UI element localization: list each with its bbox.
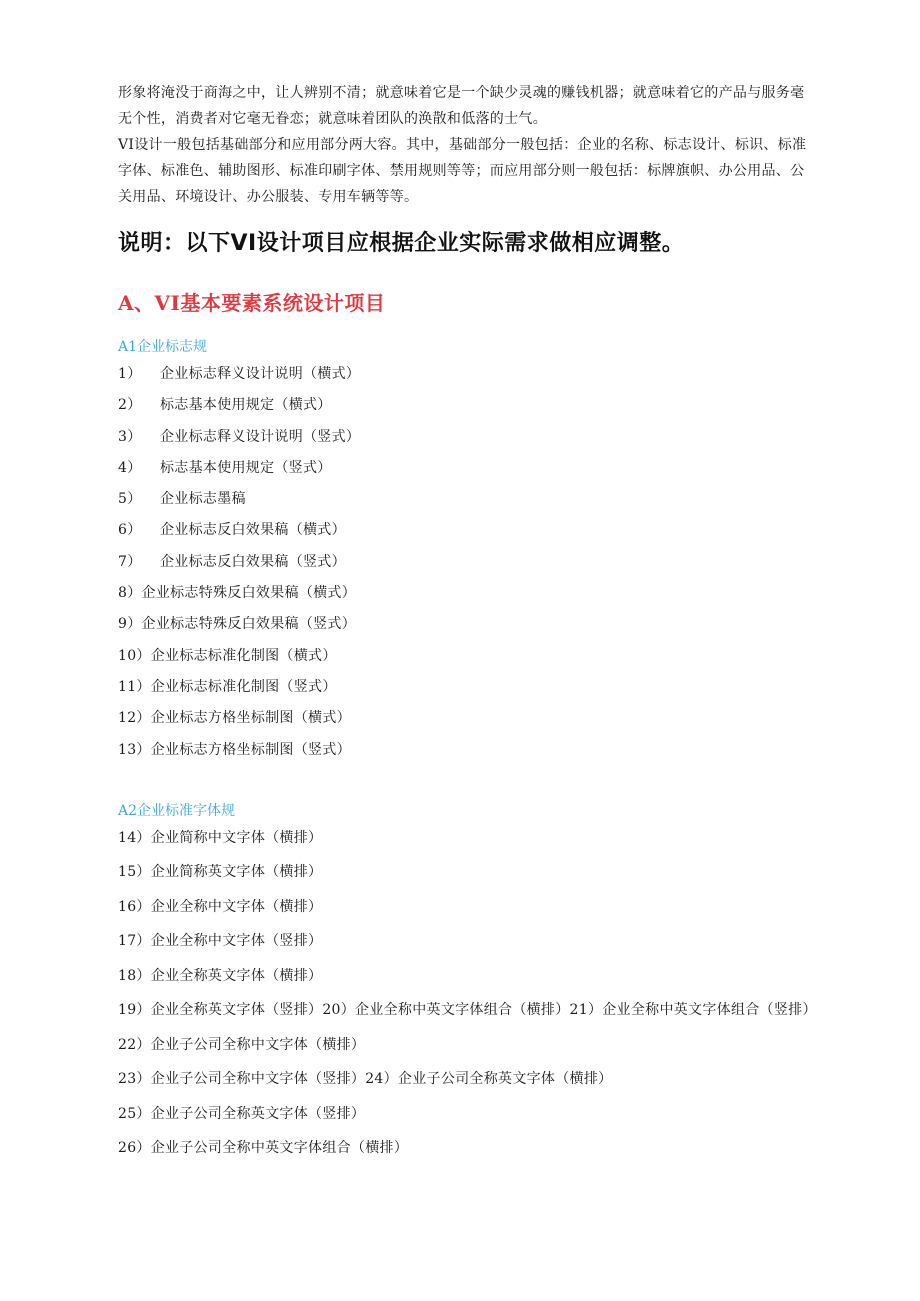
item-number: 13） bbox=[118, 741, 151, 758]
list-item bbox=[118, 427, 818, 447]
intro-paragraph-1: 形象将淹没于商海之中，让人辨别不清；就意味着它是一个缺少灵魂的赚钱机器；就意味着它的产品与服务毫无个性，消费者对它毫无眷恋；就意味着团队的涣散和低落的士气。 bbox=[118, 85, 805, 127]
item-number: 8） bbox=[118, 585, 142, 602]
item-text: 企业标志标准化制图（横式） bbox=[150, 647, 337, 664]
list-item bbox=[118, 395, 818, 415]
item-text: 企业标志特殊反白效果稿（横式） bbox=[141, 585, 357, 602]
list-item bbox=[118, 708, 818, 728]
item-text: 企业标志反白效果稿（横式） bbox=[160, 522, 346, 539]
item-number: 4） bbox=[118, 459, 142, 476]
list-item bbox=[118, 458, 818, 478]
item-number: 5） bbox=[118, 491, 142, 508]
item-number: 12） bbox=[118, 710, 151, 727]
item-text: 企业标志释义设计说明（竖式） bbox=[160, 428, 361, 445]
list-item bbox=[118, 677, 818, 697]
list-item bbox=[118, 520, 818, 540]
list-item: 18）企业全称英文字体（横排） bbox=[118, 967, 323, 984]
list-item: 15）企业简称英文字体（横排） bbox=[118, 864, 323, 881]
list-item: 25）企业子公司全称英文字体（竖排） bbox=[118, 1105, 366, 1122]
list-item bbox=[118, 614, 818, 634]
item-number: 9） bbox=[118, 616, 142, 633]
a2-subtitle: A2企业标准字体规 bbox=[118, 802, 236, 819]
item-text: 企业标志特殊反白效果稿（竖式） bbox=[141, 616, 357, 633]
item-text: 企业标志反白效果稿（竖式） bbox=[160, 553, 346, 570]
list-item bbox=[118, 583, 818, 603]
item-number: 11） bbox=[118, 678, 151, 695]
item-text: 企业标志释义设计说明（横式） bbox=[160, 366, 361, 382]
a1-list bbox=[118, 364, 818, 760]
a1-subtitle: A1企业标志规 bbox=[118, 339, 208, 355]
list-item bbox=[118, 646, 818, 666]
section-a-title: A、VI基本要素系统设计项目 bbox=[118, 291, 386, 315]
item-number: 10） bbox=[118, 647, 151, 664]
item-number: 2） bbox=[118, 397, 142, 414]
item-text: 标志基本使用规定（横式） bbox=[160, 397, 332, 414]
intro-text bbox=[118, 80, 818, 210]
item-number: 1） bbox=[118, 366, 142, 382]
item-text: 企业标志方格坐标制图（横式） bbox=[150, 710, 351, 727]
item-number: 7） bbox=[118, 553, 142, 570]
list-item: 17）企业全称中文字体（竖排） bbox=[118, 933, 323, 950]
intro-paragraph-2: VI设计一般包括基础部分和应用部分两大容。其中，基础部分一般包括：企业的名称、标志设计、标识、标准字体、标准色、辅助图形、标准印刷字体、禁用规则等等；而应用部分则一般包括：标牌旗帜、办公用品、公关用品、环境设计、办公服装、专用车辆等等。 bbox=[118, 137, 807, 205]
a2-list bbox=[118, 828, 818, 1159]
item-text: 企业标志标准化制图（竖式） bbox=[150, 678, 337, 695]
item-text: 标志基本使用规定（竖式） bbox=[160, 459, 332, 476]
item-text: 企业标志墨稿 bbox=[160, 491, 246, 508]
list-item: 14）企业简称中文字体（横排） bbox=[118, 829, 323, 846]
list-item: 26）企业子公司全称中英文字体组合（横排） bbox=[118, 1140, 409, 1157]
item-number: 3） bbox=[118, 428, 142, 445]
note-heading: 说明：以下VI设计项目应根据企业实际需求做相应调整。 bbox=[118, 231, 685, 256]
item-text: 企业标志方格坐标制图（竖式） bbox=[150, 741, 351, 758]
list-item: 16）企业全称中文字体（横排） bbox=[118, 898, 323, 915]
list-item: 23）企业子公司全称中文字体（竖排）24）企业子公司全称英文字体（横排） bbox=[118, 1071, 613, 1088]
document-page bbox=[118, 80, 818, 1173]
list-item: 22）企业子公司全称中文字体（横排） bbox=[118, 1036, 366, 1053]
list-item bbox=[118, 489, 818, 509]
list-item bbox=[118, 740, 818, 760]
item-number: 6） bbox=[118, 522, 142, 539]
list-item: 19）企业全称英文字体（竖排）20）企业全称中英文字体组合（横排）21）企业全称中英文字体组合（竖排） bbox=[118, 1002, 817, 1019]
list-item bbox=[118, 364, 818, 384]
list-item bbox=[118, 552, 818, 572]
